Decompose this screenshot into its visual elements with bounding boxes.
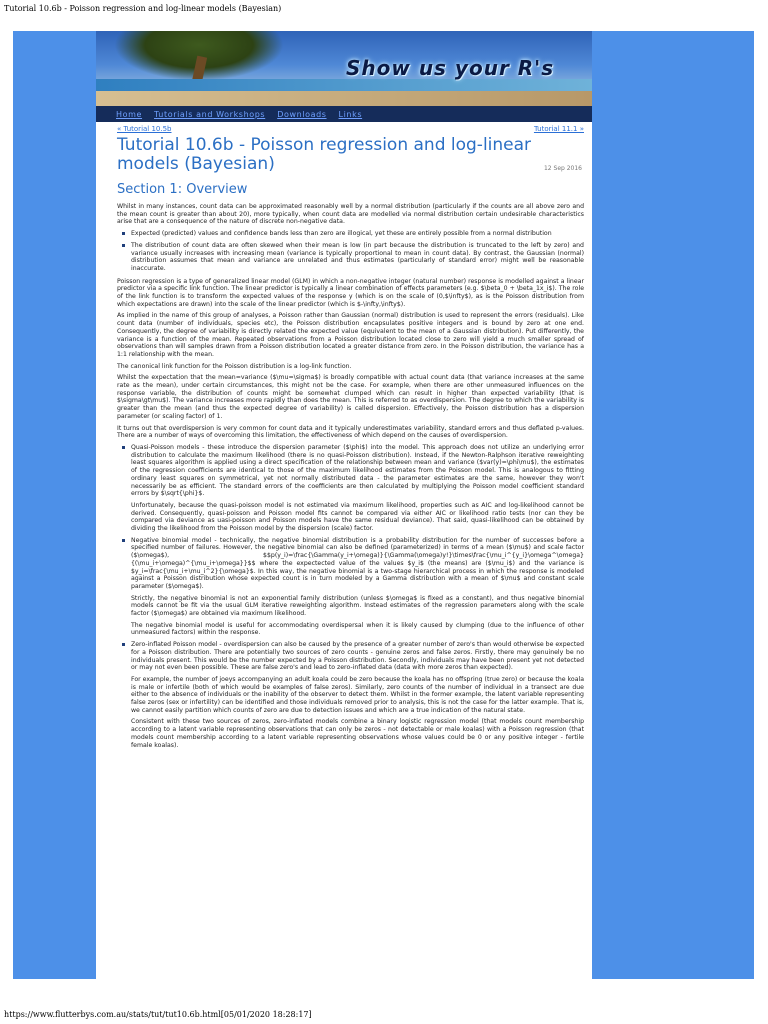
- paragraph: Poisson regression is a type of generalized linear model (GLM) in which a non-negative integer (natural number) response is modelled against a linear predictor via a specific link function. The linear predictor is typically a linear combination of effects parameters (e.g. $\beta_0 + \beta_1x_i$). The role of the link function is to transform the expected values of the response y (which is on the scale of (0,$\infty$), as is the Poisson distribution from which expectations are drawn) into the scale of the linear predictor (which is $-\infty,\infty$).: [117, 277, 584, 308]
- zero-inflated-item: [131, 641, 584, 749]
- section-heading: Section 1: Overview: [117, 182, 248, 197]
- tutorial-pager: [117, 125, 584, 133]
- list-item: Expected (predicted) values and confidence bands less than zero are illogical, yet these are entirely possible from a normal distribution: [131, 230, 584, 238]
- nav-home[interactable]: Home: [116, 109, 143, 119]
- paragraph: Negative binomial model - technically, the negative binomial distribution is a probability distribution for the number of successes before a specified number of failures. However, the negative binomial can also be defined (parameterized) in terms of a mean ($\mu$) and scale factor ($\omega$), $$p(y_i)=\frac{\Gamma(y_i+\omega)}{\Gamma(\omega)y!}\times\frac{\mu_i^{y_i}\omega^\omega}{(\mu_i+\omega)^{\mu_i+\omega}}$$ where the expectected value of the values $y_i$ (the means) are ($\mu_i$) and the variance is $y_i=\frac{\mu_i+\mu_i^2}{\omega}$. In this way, the negative binomial is a two-stage hierarchical process in which the response is modeled against a Poisson distribution whose expected count is in turn modeled by a Gamma distribution with a mean of $\mu$ and constant scale parameter ($\omega$).: [131, 536, 584, 590]
- quasi-poisson-item: [131, 444, 584, 533]
- print-header: Tutorial 10.6b - Poisson regression and log-linear models (Bayesian): [4, 4, 282, 13]
- sand-image: [96, 91, 592, 106]
- paragraph: Consistent with these two sources of zeros, zero-inflated models combine a binary logistic regression model (that models count membership according to a latent variable representing observations that can only be zeros - not detectable or male koalas) with a Poisson regression (that models count membership according to a latent variable representing observations whose values could be 0 or any positive integer - fertile female koalas).: [131, 718, 584, 749]
- page-title: Tutorial 10.6b - Poisson regression and log-linear models (Bayesian): [117, 135, 532, 174]
- nav-downloads[interactable]: Downloads: [277, 109, 327, 119]
- paragraph: Whilst the expectation that the mean=variance ($\mu=\sigma$) is broadly compatible with actual count data (that variance increases at the same rate as the mean), under certain circumstances, this might not be the case. For example, when there are other unmeasured influences on the response variable, the distribution of counts might be somewhat clumped which can result in higher than expected variability (that is $\sigma\gt\mu$). The variance increases more rapidly than does the mean. This is referred to as overdispersion. The degree to which the variability is greater than the mean (and thus the expected degree of variability) is called dispersion. Effectively, the Poisson distribution has a dispersion parameter (or scaling factor) of 1.: [117, 374, 584, 420]
- paragraph: For example, the number of joeys accompanying an adult koala could be zero because the koala has no offspring (true zero) or because the koala is male or infertile (both of which would be examples of false zeros). Similarly, zero counts of the number of individual in a transect are due either to the absence of individuals or the inability of the observer to detect them. Whilst in the former example, the latent variable representing false zeros (sex or infertility) can be identified and those individuals removed prior to analysis, this is not the case for the latter example. That is, we cannot easily partition which counts of zero are due to detection issues and which are a true indication of the natural state.: [131, 675, 584, 714]
- prev-tutorial-link[interactable]: « Tutorial 10.5b: [117, 125, 172, 133]
- negative-binomial-item: [131, 537, 584, 637]
- main-content: [96, 122, 592, 749]
- print-footer: https://www.flutterbys.com.au/stats/tut/tut10.6b.html[05/01/2020 18:28:17]: [4, 1010, 312, 1019]
- site-logo[interactable]: Show us your R's: [346, 56, 555, 80]
- page-container: [96, 31, 592, 979]
- issues-list: [117, 230, 584, 273]
- nav-links[interactable]: Links: [338, 109, 363, 119]
- paragraph: As implied in the name of this group of analyses, a Poisson rather than Gaussian (normal) distribution is used to represent the errors (residuals). Like count data (number of individuals, species etc), the Poisson distribution encapsulates positive integers and is bound by zero at one end. Consequently, the degree of variability is directly related the expected value (equivalent to the mean of a Gaussian distribution). Put differently, the variance is a function of the mean. Repeated observations from a Poisson distribution located close to zero will yield a much smaller spread of observations than will samples drawn from a Poisson distribution located a greater distance from zero. In the Poisson distribution, the variance has a 1:1 relationship with the mean.: [117, 312, 584, 358]
- next-tutorial-link[interactable]: Tutorial 11.1 »: [533, 125, 584, 133]
- paragraph: The canonical link function for the Poisson distribution is a log-link function.: [117, 362, 352, 370]
- paragraph: Zero-inflated Poisson model - overdispersion can also be caused by the presence of a greater number of zero's than would otherwise be expected for a Poisson distribution. There are potentially two sources of zero counts - genuine zeros and false zeros. Firstly, there may genuinely be no individuals present. This would be the number expected by a Poisson distribution. Secondly, individuals may have been present yet not detected or may not even been possible. These are false zero's and lead to zero-inflated data (data with more zeros than expected).: [131, 641, 584, 672]
- paragraph: It turns out that overdispersion is very common for count data and it typically underestimates variability, standard errors and thus deflated p-values. There are a number of ways of overcoming this limitation, the effectiveness of which depend on the causes of overdispersion.: [117, 424, 584, 440]
- paragraph: Quasi-Poisson models - these introduce the dispersion parameter ($\phi$) into the model. This approach does not utilize an underlying error distribution to calculate the maximum likelihood (there is no quasi-Poisson distribution). Instead, if the Newton-Ralphson iterative reweighting least squares algorithm is applied using a direct specification of the relationship between mean and variance ($var(y)=\phi\mu$), the estimates of the regression coefficients are identical to those of the maximum likelihood estimates from the Poisson model. This is analogous to fitting ordinary least squares on symmetrical, yet not normally distributed data - the parameter estimates are the same, however they won't necessarily be as efficient. The standard errors of the coefficients are then calculated by multiplying the Poisson model coefficient standard errors by $\sqrt{\phi}$.: [131, 443, 584, 498]
- header-banner: [96, 31, 592, 106]
- intro-paragraph: Whilst in many instances, count data can be approximated reasonably well by a normal distribution (particularly if the counts are all above zero and the mean count is greater than about 20), more typically, when count data are modelled via normal distribution certain undesirable characteristics arise that are a consequence of the nature of discrete non-negative data.: [117, 203, 584, 226]
- list-item: The distribution of count data are often skewed when their mean is low (in part because the distribution is truncated to the left by zero) and variance usually increases with increasing mean (variance is typically proportional to mean in count data). By contrast, the Gaussian (normal) distribution assumes that mean and variance are unrelated and thus estimates (particularly of standard error) might well be reasonable inaccurate.: [131, 241, 584, 272]
- paragraph: The negative binomial model is useful for accommodating overdispersal when it is likely caused by clumping (due to the influence of other unmeasured factors) within the response.: [131, 621, 584, 637]
- main-nav: [96, 106, 592, 122]
- nav-tutorials[interactable]: Tutorials and Workshops: [154, 109, 266, 119]
- article-body: [117, 203, 584, 749]
- title-row: [117, 136, 584, 174]
- paragraph: Unfortunately, because the quasi-poisson model is not estimated via maximum likelihood, properties such as AIC and log-likelihood cannot be derived. Consequently, quasi-poisson and Poisson model fits cannot be compared via either AIC or likelihood ratio tests (nor can they be compared via deviance as uasi-poisson and Poisson models have the same residual deviance). That said, quasi-likelihood can be obtained by dividing the likelihood from the Poisson model by the dispersion (scale) factor.: [131, 501, 584, 533]
- overdispersion-methods-list: [117, 444, 584, 749]
- publish-date: 12 Sep 2016: [543, 165, 582, 172]
- paragraph: Strictly, the negative binomial is not an exponential family distribution (unless $\omega$ is fixed as a constant), and thus negative binomial models cannot be fit via the usual GLM iterative reweighting algorithm. Instead estimates of the regression parameters along with the scale factor ($\omega$) are obtained via maximum likelihood.: [131, 594, 584, 618]
